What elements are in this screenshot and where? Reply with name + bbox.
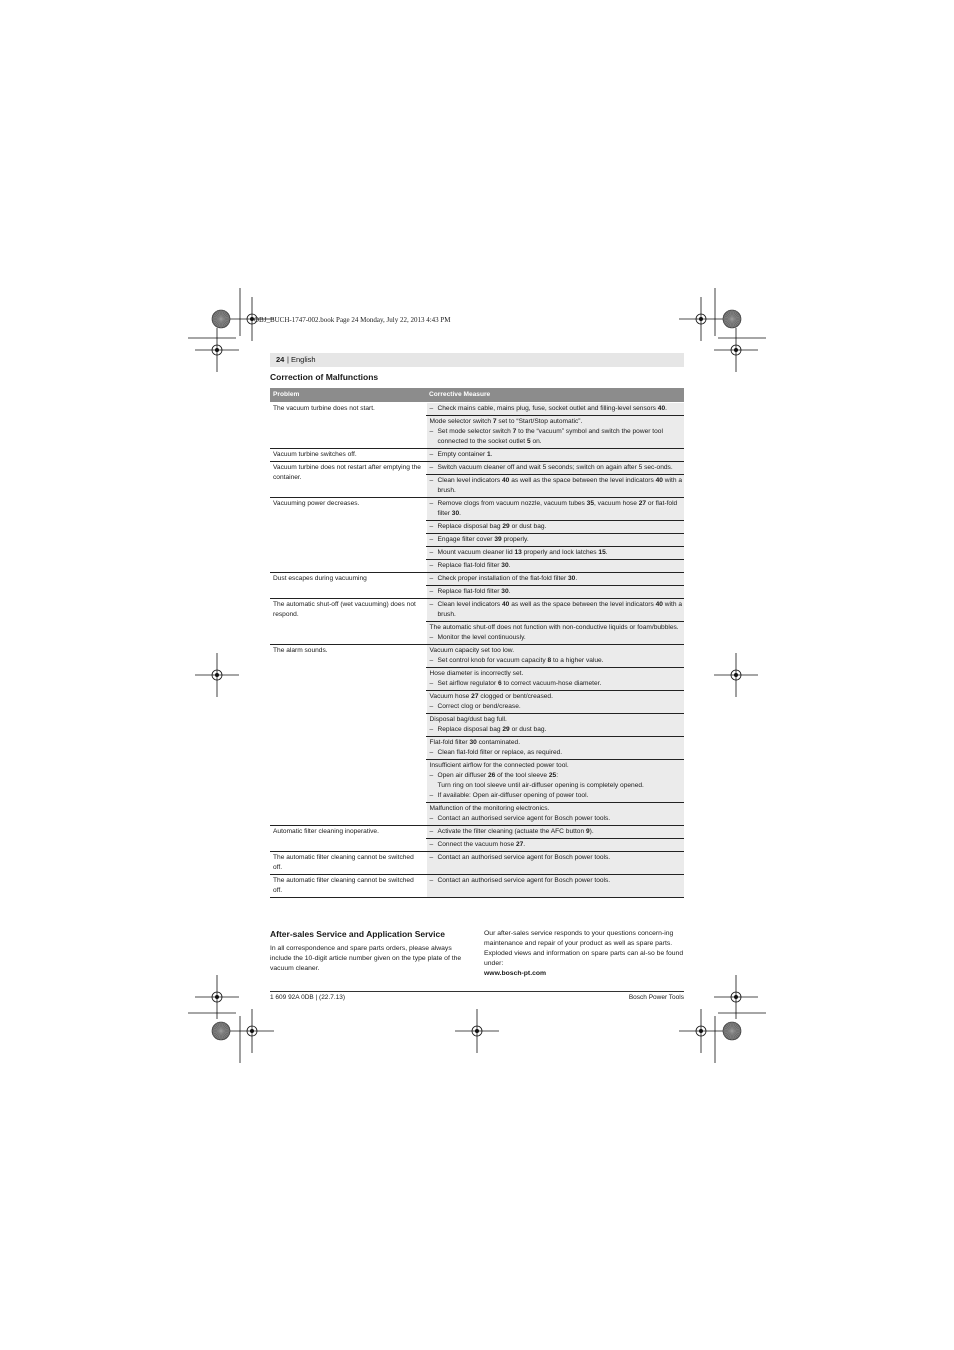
footer-brand: Bosch Power Tools bbox=[628, 994, 684, 1001]
table-row bbox=[270, 449, 684, 462]
measure-text: ). bbox=[589, 828, 594, 835]
measure-text: Insufficient airflow for the connected power tool. bbox=[429, 762, 569, 769]
registration-target-icon bbox=[714, 653, 758, 697]
measure-note bbox=[430, 738, 683, 748]
measure-text: Vacuum capacity set too low. bbox=[429, 647, 515, 654]
measure-step bbox=[430, 633, 683, 643]
measure-text: Replace flat-fold filter bbox=[437, 588, 502, 595]
dash-bullet: – bbox=[429, 634, 434, 641]
measure-text: Clean level indicators bbox=[437, 601, 503, 608]
problem-cell: Automatic filter cleaning inoperative. bbox=[270, 826, 426, 852]
measure-text: or flat-fold filter bbox=[437, 500, 678, 517]
corrective-measure-cell bbox=[426, 714, 684, 737]
measure-step bbox=[430, 404, 683, 414]
measure-text: . bbox=[665, 405, 667, 412]
corrective-measure-cell bbox=[426, 534, 684, 547]
problem-cell: The automatic shut-off (wet vacuuming) does not respond. bbox=[270, 599, 426, 645]
registration-disc-icon bbox=[723, 310, 741, 328]
corrective-measure-cell bbox=[426, 547, 684, 560]
malfunction-table bbox=[270, 388, 684, 898]
measure-step bbox=[430, 702, 683, 712]
part-number: 40 bbox=[657, 405, 666, 412]
measure-text: Check proper installation of the flat-fold filter bbox=[437, 575, 568, 582]
measure-text: Open air diffuser bbox=[437, 772, 488, 779]
measure-text: Contact an authorised service agent for Bosch power tools. bbox=[437, 854, 611, 861]
measure-text: as well as the space between the level indicators bbox=[509, 601, 656, 608]
measure-text: to a higher value. bbox=[551, 657, 604, 664]
measure-step bbox=[430, 548, 683, 558]
measure-text: Clean level indicators bbox=[437, 477, 503, 484]
registration-target-icon bbox=[195, 653, 239, 697]
part-number: 30 bbox=[501, 562, 509, 569]
part-number: 30 bbox=[469, 739, 477, 746]
corrective-measure-cell bbox=[426, 691, 684, 714]
measure-note bbox=[430, 761, 683, 771]
problem-cell: Dust escapes during vacuuming bbox=[270, 573, 426, 599]
measure-text: to the “vacuum” symbol and switch the power tool connected to the socket outlet bbox=[437, 428, 663, 445]
measure-text: : bbox=[556, 772, 559, 779]
part-number: 15 bbox=[598, 549, 606, 556]
problem-cell: The vacuum turbine does not start. bbox=[270, 403, 426, 449]
dash-bullet: – bbox=[429, 523, 434, 530]
registration-target-icon bbox=[679, 297, 723, 341]
measure-text: Monitor the level continuously. bbox=[437, 634, 526, 641]
part-number: 6 bbox=[497, 680, 502, 687]
measure-step bbox=[430, 827, 683, 837]
measure-text: . bbox=[508, 562, 511, 569]
measure-text: . bbox=[459, 510, 461, 517]
part-number: 7 bbox=[492, 418, 497, 425]
corrective-measure-cell bbox=[426, 803, 684, 826]
corrective-measure-cell bbox=[426, 852, 684, 875]
part-number: 26 bbox=[487, 772, 496, 779]
corrective-measure-cell bbox=[426, 462, 684, 475]
part-number: 35 bbox=[586, 500, 594, 507]
measure-step bbox=[430, 427, 683, 447]
measure-text: Contact an authorised service agent for Bosch power tools. bbox=[437, 877, 611, 884]
registration-target-icon bbox=[195, 975, 239, 1019]
measure-step bbox=[430, 840, 683, 850]
measure-text: Connect the vacuum hose bbox=[437, 841, 516, 848]
part-number: 30 bbox=[451, 510, 460, 517]
measure-text: . bbox=[508, 588, 511, 595]
measure-text: Set mode selector switch bbox=[437, 428, 513, 435]
dash-bullet: – bbox=[429, 477, 434, 484]
corrective-measure-cell bbox=[426, 498, 684, 521]
registration-target-icon bbox=[679, 1009, 723, 1053]
part-number: 13 bbox=[514, 549, 522, 556]
corrective-measure-cell bbox=[426, 760, 684, 803]
table-row bbox=[270, 462, 684, 475]
measure-text: Vacuum hose bbox=[429, 693, 472, 700]
part-number: 27 bbox=[638, 500, 647, 507]
part-number: 40 bbox=[655, 601, 663, 608]
measure-text: Switch vacuum cleaner off and wait 5 seconds; switch on again after 5 sec-onds. bbox=[437, 464, 673, 471]
measure-text: Replace flat-fold filter bbox=[437, 562, 502, 569]
footer-article-number: 1 609 92A 0DB | (22.7.13) bbox=[270, 994, 346, 1001]
problem-cell: The alarm sounds. bbox=[270, 645, 426, 826]
part-number: 7 bbox=[512, 428, 517, 435]
measure-step bbox=[430, 587, 683, 597]
measure-text: The automatic shut-off does not function with non-conductive liquids or foam/bubbles. bbox=[429, 624, 679, 631]
measure-step bbox=[430, 679, 683, 689]
measure-text: . bbox=[575, 575, 578, 582]
dash-bullet: – bbox=[429, 854, 434, 861]
page-language: English bbox=[291, 355, 316, 364]
dash-bullet: – bbox=[429, 815, 434, 822]
measure-text: on. bbox=[530, 438, 542, 445]
dash-bullet: – bbox=[429, 428, 434, 435]
dash-bullet: – bbox=[429, 451, 434, 458]
corrective-measure-cell bbox=[426, 521, 684, 534]
registration-target-icon bbox=[455, 1009, 499, 1053]
measure-text: to correct vacuum-hose diameter. bbox=[501, 680, 602, 687]
dash-bullet: – bbox=[429, 749, 434, 756]
dash-bullet: – bbox=[429, 680, 434, 687]
part-number: 8 bbox=[547, 657, 552, 664]
measure-step bbox=[430, 748, 683, 758]
measure-text: Set airflow regulator bbox=[437, 680, 498, 687]
measure-step bbox=[430, 600, 683, 620]
table-row bbox=[270, 826, 684, 839]
measure-note bbox=[430, 646, 683, 656]
measure-text: Hose diameter is incorrectly set. bbox=[429, 670, 524, 677]
measure-step bbox=[430, 476, 683, 496]
registration-target-icon bbox=[714, 328, 758, 372]
measure-text: as well as the space between the level indicators bbox=[509, 477, 656, 484]
measure-text: of the tool sleeve bbox=[495, 772, 549, 779]
measure-text: Mode selector switch bbox=[429, 418, 493, 425]
measure-step bbox=[430, 522, 683, 532]
corrective-measure-cell bbox=[426, 416, 684, 449]
part-number: 29 bbox=[502, 726, 510, 733]
dash-bullet: – bbox=[429, 549, 434, 556]
measure-text: or dust bag. bbox=[509, 523, 547, 530]
measure-text: Correct clog or bend/crease. bbox=[437, 703, 521, 710]
registration-target-icon bbox=[195, 328, 239, 372]
corrective-measure-cell bbox=[426, 737, 684, 760]
measure-step bbox=[430, 791, 683, 801]
measure-text: Replace disposal bag bbox=[437, 523, 503, 530]
measure-text: properly and lock latches bbox=[521, 549, 599, 556]
measure-text: properly. bbox=[501, 536, 529, 543]
part-number: 29 bbox=[502, 523, 510, 530]
measure-step bbox=[430, 463, 683, 473]
measure-text: Malfunction of the monitoring electronics. bbox=[429, 805, 550, 812]
measure-text: Set control knob for vacuum capacity bbox=[437, 657, 548, 664]
corrective-measure-cell bbox=[426, 875, 684, 898]
table-row bbox=[270, 875, 684, 898]
dash-bullet: – bbox=[429, 772, 434, 779]
page-bar bbox=[270, 353, 684, 367]
dash-bullet: – bbox=[429, 405, 434, 412]
measure-text: with a brush. bbox=[437, 477, 683, 494]
problem-cell: Vacuum turbine does not restart after emptying the container. bbox=[270, 462, 426, 498]
measure-text: Mount vacuum cleaner lid bbox=[437, 549, 515, 556]
dash-bullet: – bbox=[429, 792, 434, 799]
measure-step bbox=[430, 876, 683, 886]
measure-step bbox=[430, 499, 683, 519]
measure-step bbox=[430, 853, 683, 863]
part-number: 30 bbox=[567, 575, 576, 582]
part-number: 30 bbox=[501, 588, 509, 595]
measure-text: Turn ring on tool sleeve until air-diffuser opening is completely opened. bbox=[437, 782, 644, 789]
corrective-measure-cell bbox=[426, 586, 684, 599]
measure-text: or dust bag. bbox=[509, 726, 547, 733]
measure-text: Empty container bbox=[437, 451, 487, 458]
after-sales-title: After-sales Service and Application Service bbox=[270, 929, 445, 939]
measure-text: Activate the filter cleaning (actuate the AFC button bbox=[437, 828, 586, 835]
registration-target-icon bbox=[230, 1009, 274, 1053]
corrective-measure-cell bbox=[426, 645, 684, 668]
section-title: Correction of Malfunctions bbox=[270, 372, 379, 382]
measure-text: contaminated. bbox=[476, 739, 521, 746]
page-separator: | bbox=[287, 355, 289, 364]
measure-note bbox=[430, 804, 683, 814]
corrective-measure-cell bbox=[426, 599, 684, 622]
measure-text: clogged or bent/creased. bbox=[478, 693, 553, 700]
measure-text: , vacuum hose bbox=[594, 500, 639, 507]
table-row bbox=[270, 645, 684, 668]
part-number: 25 bbox=[548, 772, 557, 779]
dash-bullet: – bbox=[429, 841, 434, 848]
table-row bbox=[270, 403, 684, 416]
measure-step bbox=[430, 656, 683, 666]
after-sales-right bbox=[484, 929, 684, 979]
dash-bullet: – bbox=[429, 500, 434, 507]
corrective-measure-cell bbox=[426, 839, 684, 852]
measure-text: Remove clogs from vacuum nozzle, vacuum tubes bbox=[437, 500, 587, 507]
measure-step bbox=[430, 814, 683, 824]
footer-rule bbox=[270, 991, 684, 992]
measure-note bbox=[430, 781, 683, 791]
dash-bullet: – bbox=[429, 703, 434, 710]
dash-bullet: – bbox=[429, 575, 434, 582]
part-number: 40 bbox=[502, 477, 510, 484]
file-header: OBJ_BUCH-1747-002.book Page 24 Monday, July 22, 2013 4:43 PM bbox=[254, 316, 451, 324]
table-row bbox=[270, 498, 684, 521]
corrective-measure-cell bbox=[426, 826, 684, 839]
part-number: 27 bbox=[515, 841, 524, 848]
after-sales-left-text: In all correspondence and spare parts orders, please always include the 10-digit article number given on the type plate of the vacuum cleaner. bbox=[270, 945, 462, 972]
table-row bbox=[270, 852, 684, 875]
corrective-measure-cell bbox=[426, 403, 684, 416]
measure-text: Disposal bag/dust bag full. bbox=[429, 716, 507, 723]
measure-text: Replace disposal bag bbox=[437, 726, 503, 733]
measure-text: Contact an authorised service agent for Bosch power tools. bbox=[437, 815, 611, 822]
table-row bbox=[270, 599, 684, 622]
registration-target-icon bbox=[714, 975, 758, 1019]
corrective-measure-cell bbox=[426, 622, 684, 645]
registration-disc-icon bbox=[723, 1022, 741, 1040]
corrective-measure-cell bbox=[426, 573, 684, 586]
table-row bbox=[270, 573, 684, 586]
measure-text: Check mains cable, mains plug, fuse, socket outlet and filling-level sensors bbox=[437, 405, 658, 412]
corrective-measure-cell bbox=[426, 560, 684, 573]
measure-note bbox=[430, 715, 683, 725]
measure-text: If available: Open air-diffuser opening of power tool. bbox=[437, 792, 589, 799]
problem-cell: The automatic filter cleaning cannot be switched off. bbox=[270, 875, 426, 898]
dash-bullet: – bbox=[429, 601, 434, 608]
corrective-measure-cell bbox=[426, 449, 684, 462]
part-number: 1 bbox=[486, 451, 491, 458]
measure-note bbox=[430, 692, 683, 702]
dash-bullet: – bbox=[429, 464, 434, 471]
part-number: 9 bbox=[585, 828, 590, 835]
problem-cell: The automatic filter cleaning cannot be switched off. bbox=[270, 852, 426, 875]
measure-step bbox=[430, 561, 683, 571]
measure-text: Clean flat-fold filter or replace, as required. bbox=[437, 749, 563, 756]
dash-bullet: – bbox=[429, 536, 434, 543]
dash-bullet: – bbox=[429, 726, 434, 733]
corrective-measure-cell bbox=[426, 668, 684, 691]
after-sales-right-text: Our after-sales service responds to your questions concern-ing maintenance and repair of your product as well as spare parts. Exploded views and information on spare parts can al-so be found under: bbox=[484, 930, 684, 967]
measure-step bbox=[430, 450, 683, 460]
registration-disc-icon bbox=[212, 1022, 230, 1040]
dash-bullet: – bbox=[429, 657, 434, 664]
dash-bullet: – bbox=[429, 588, 434, 595]
problem-cell: Vacuuming power decreases. bbox=[270, 498, 426, 573]
part-number: 40 bbox=[655, 477, 663, 484]
measure-note bbox=[430, 623, 683, 633]
part-number: 40 bbox=[502, 601, 510, 608]
measure-text: Engage filter cover bbox=[437, 536, 495, 543]
dash-bullet: – bbox=[429, 877, 434, 884]
part-number: 5 bbox=[526, 438, 531, 445]
dash-bullet: – bbox=[429, 562, 434, 569]
website-link[interactable]: www.bosch-pt.com bbox=[484, 970, 547, 977]
part-number: 27 bbox=[471, 693, 479, 700]
table-header-row bbox=[270, 388, 684, 403]
measure-step bbox=[430, 725, 683, 735]
corrective-measure-cell bbox=[426, 475, 684, 498]
problem-cell: Vacuum turbine switches off. bbox=[270, 449, 426, 462]
measure-text: . bbox=[490, 451, 493, 458]
measure-text: . bbox=[523, 841, 526, 848]
measure-text: . bbox=[605, 549, 608, 556]
part-number: 39 bbox=[494, 536, 502, 543]
measure-step bbox=[430, 574, 683, 584]
measure-note bbox=[430, 417, 683, 427]
measure-text: Flat-fold filter bbox=[429, 739, 470, 746]
dash-bullet: – bbox=[429, 828, 434, 835]
measure-step bbox=[430, 771, 683, 781]
header-corrective-measure: Corrective Measure bbox=[426, 388, 684, 403]
measure-text: set to “Start/Stop automatic”. bbox=[496, 418, 583, 425]
page-number: 24 bbox=[276, 355, 285, 364]
measure-step bbox=[430, 535, 683, 545]
header-problem: Problem bbox=[270, 388, 426, 403]
registration-disc-icon bbox=[212, 310, 230, 328]
measure-text: with a brush. bbox=[437, 601, 683, 618]
measure-note bbox=[430, 669, 683, 679]
